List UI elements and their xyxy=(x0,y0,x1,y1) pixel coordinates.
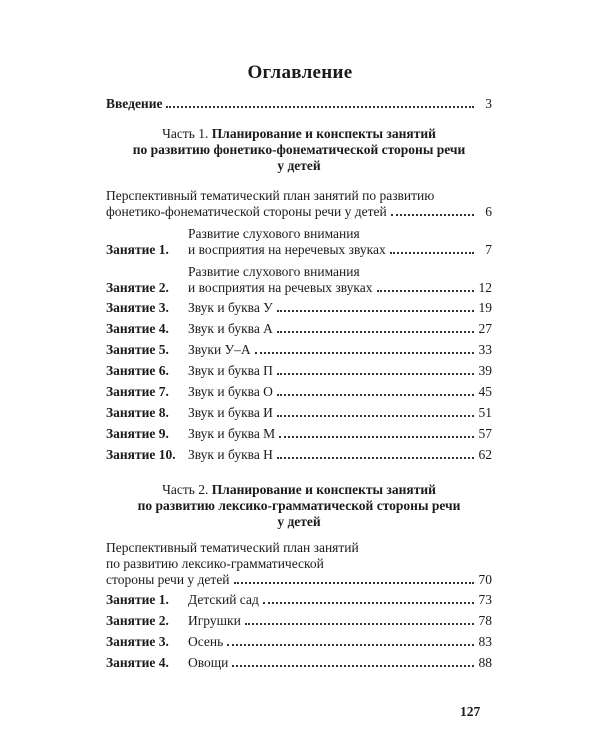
page-title: Оглавление xyxy=(247,62,353,83)
dot-leader xyxy=(227,644,474,646)
page-number: 127 xyxy=(460,704,481,719)
toc-entry-lesson xyxy=(106,447,492,463)
entry-label: Занятие 2. xyxy=(106,613,169,628)
toc-entry-lesson xyxy=(106,384,492,400)
entry-page: 57 xyxy=(478,426,492,441)
entry-page: 33 xyxy=(478,342,492,357)
dot-leader xyxy=(255,352,474,354)
part2-heading-line2: по развитию лексико-грамматической стороны речи xyxy=(137,498,461,513)
dot-leader xyxy=(277,310,474,312)
part1-heading-line2: по развитию фонетико-фонематической стороны речи xyxy=(132,142,466,157)
entry-label: Занятие 5. xyxy=(106,342,169,357)
entry-page: 83 xyxy=(478,634,492,649)
entry-page: 3 xyxy=(485,96,492,111)
dot-leader xyxy=(279,436,474,438)
entry-page: 12 xyxy=(478,280,492,295)
entry-title: Детский сад xyxy=(188,592,259,607)
dot-leader xyxy=(390,252,474,254)
entry-page: 27 xyxy=(478,321,492,336)
toc-entry-lesson xyxy=(106,264,492,296)
dot-leader xyxy=(245,623,474,625)
dot-leader xyxy=(263,602,474,604)
dot-leader xyxy=(232,665,474,667)
entry-title: Овощи xyxy=(188,655,229,670)
dot-leader xyxy=(277,457,474,459)
dot-leader xyxy=(391,214,474,216)
entry-label: Введение xyxy=(106,96,163,111)
toc-entry-lesson xyxy=(106,405,492,421)
entry-label: Занятие 3. xyxy=(106,634,169,649)
part2-heading xyxy=(106,482,492,530)
entry-title: Звук и буква А xyxy=(188,321,273,336)
entry-label: Занятие 1. xyxy=(106,592,169,607)
entry-page: 7 xyxy=(485,242,492,257)
entry-label: Занятие 3. xyxy=(106,300,169,315)
dot-leader xyxy=(277,331,474,333)
toc-entry-lesson xyxy=(106,300,492,316)
part1-prefix: Часть 1. xyxy=(162,126,209,141)
part1-plan-line1: Перспективный тематический план занятий по развитию xyxy=(106,188,435,203)
entry-title: Звук и буква О xyxy=(188,384,273,399)
part2-prefix: Часть 2. xyxy=(162,482,209,497)
toc-entry-lesson xyxy=(106,613,492,629)
toc-entry-lesson xyxy=(106,342,492,358)
part2-plan-page: 70 xyxy=(478,572,492,587)
entry-title: Звук и буква У xyxy=(188,300,273,315)
toc-entry-lesson xyxy=(106,655,492,671)
entry-title: Звук и буква М xyxy=(188,426,276,441)
entry-title-line1: Развитие слухового внимания xyxy=(188,264,360,279)
entry-label: Занятие 10. xyxy=(106,447,176,462)
entry-label: Занятие 6. xyxy=(106,363,169,378)
entry-title: Звуки У–А xyxy=(188,342,251,357)
dot-leader xyxy=(377,290,474,292)
part1-plan-page: 6 xyxy=(485,204,492,219)
toc-entry-lesson xyxy=(106,321,492,337)
entry-title: Игрушки xyxy=(188,613,241,628)
entry-title-line2: и восприятия на речевых звуках xyxy=(188,280,373,295)
toc-entry-lesson xyxy=(106,226,492,258)
entry-title: Звук и буква И xyxy=(188,405,273,420)
part1-plan-entry xyxy=(106,188,492,220)
entry-label: Занятие 4. xyxy=(106,655,169,670)
part2-heading-line1: Планирование и конспекты занятий xyxy=(211,482,436,497)
entry-title: Звук и буква Н xyxy=(188,447,273,462)
part2-plan-entry xyxy=(106,540,492,588)
part2-heading-line3: у детей xyxy=(277,514,321,529)
entry-title-line2: и восприятия на неречевых звуках xyxy=(188,242,386,257)
dot-leader xyxy=(277,373,474,375)
part2-plan-line2: по развитию лексико-грамматической xyxy=(106,556,324,571)
entry-label: Занятие 8. xyxy=(106,405,169,420)
entry-label: Занятие 4. xyxy=(106,321,169,336)
part1-heading xyxy=(106,126,492,174)
entry-page: 51 xyxy=(478,405,492,420)
dot-leader xyxy=(234,582,474,584)
entry-title: Звук и буква П xyxy=(188,363,273,378)
entry-page: 39 xyxy=(478,363,492,378)
entry-label: Занятие 2. xyxy=(106,280,169,295)
entry-page: 88 xyxy=(478,655,492,670)
toc-entry-lesson xyxy=(106,592,492,608)
part1-heading-line1: Планирование и конспекты занятий xyxy=(211,126,436,141)
entry-page: 45 xyxy=(478,384,492,399)
dot-leader xyxy=(277,394,474,396)
toc-entry-lesson xyxy=(106,363,492,379)
entry-label: Занятие 7. xyxy=(106,384,169,399)
toc-entry-lesson xyxy=(106,426,492,442)
part2-plan-line3: стороны речи у детей xyxy=(106,572,230,587)
part1-heading-line3: у детей xyxy=(277,158,321,173)
entry-page: 73 xyxy=(478,592,492,607)
entry-label: Занятие 9. xyxy=(106,426,169,441)
entry-title: Осень xyxy=(188,634,224,649)
entry-title-line1: Развитие слухового внимания xyxy=(188,226,360,241)
toc-entry-lesson xyxy=(106,634,492,650)
dot-leader xyxy=(277,415,474,417)
toc-entry-intro xyxy=(106,96,492,112)
part1-plan-line2: фонетико-фонематической стороны речи у детей xyxy=(106,204,387,219)
part2-plan-line1: Перспективный тематический план занятий xyxy=(106,540,359,555)
entry-page: 19 xyxy=(478,300,492,315)
entry-page: 62 xyxy=(478,447,492,462)
entry-page: 78 xyxy=(478,613,492,628)
entry-label: Занятие 1. xyxy=(106,242,169,257)
dot-leader xyxy=(166,106,474,108)
